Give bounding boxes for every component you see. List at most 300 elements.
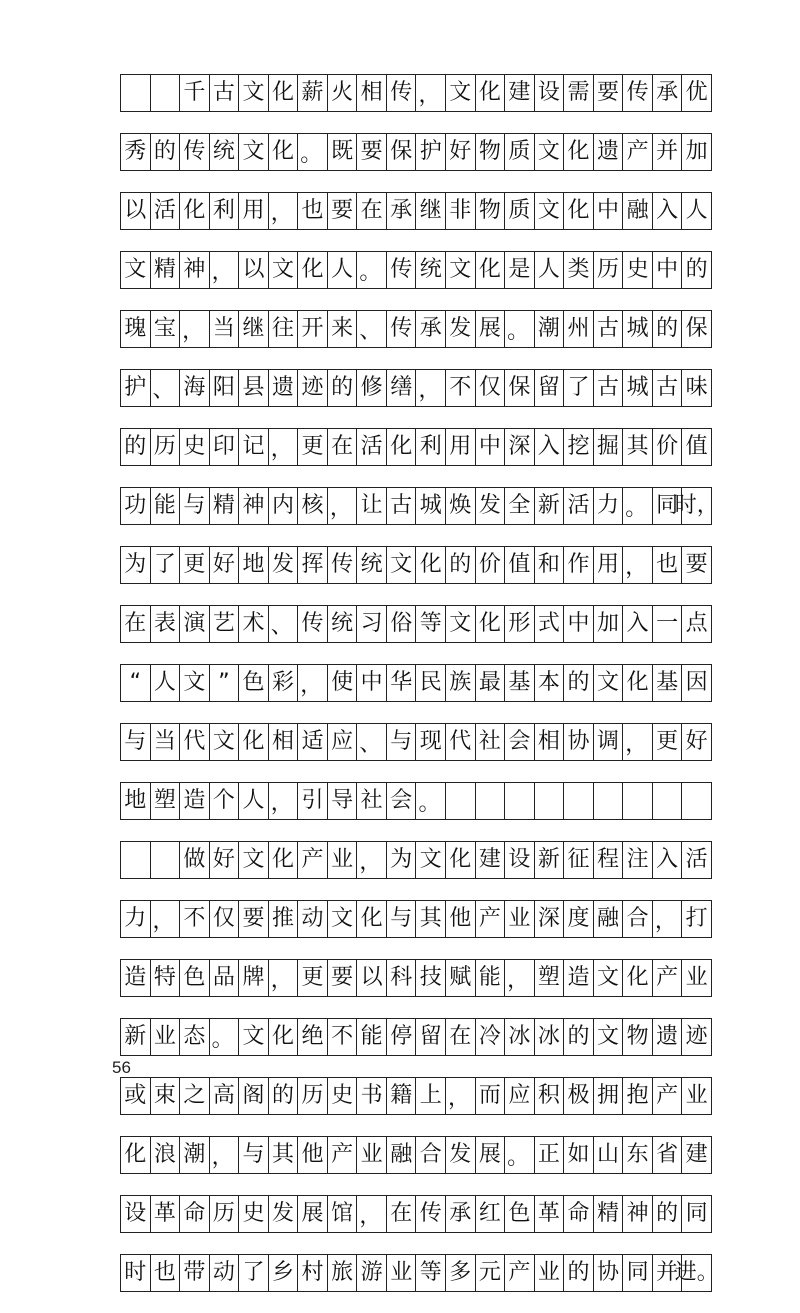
grid-cell: 传	[298, 606, 328, 642]
grid-row	[120, 310, 712, 348]
grid-cell: 。	[298, 134, 328, 170]
grid-cell: 的	[653, 1196, 683, 1232]
grid-cell: 潮	[535, 311, 565, 347]
grid-cell: 历	[594, 252, 624, 288]
grid-cell: 能	[357, 1019, 387, 1055]
grid-cell: 省	[653, 1137, 683, 1173]
grid-cell: 活	[564, 488, 594, 524]
grid-cell: 元	[476, 1255, 506, 1291]
grid-cell: 冰	[505, 1019, 535, 1055]
grid-cell: 入	[653, 193, 683, 229]
grid-cell: 化	[416, 547, 446, 583]
grid-cell: 海	[180, 370, 210, 406]
grid-row	[120, 546, 712, 584]
grid-cell: 协	[594, 1255, 624, 1291]
grid-row	[120, 664, 712, 702]
grid-cell: 演	[180, 606, 210, 642]
grid-cell: 中	[653, 252, 683, 288]
grid-cell: 态	[180, 1019, 210, 1055]
grid-cell: 了	[564, 370, 594, 406]
grid-cell: 类	[564, 252, 594, 288]
grid-cell: 设	[505, 842, 535, 878]
grid-cell: 并	[653, 134, 683, 170]
grid-cell: 的	[446, 547, 476, 583]
grid-cell: 文	[387, 547, 417, 583]
grid-cell: 地	[239, 547, 269, 583]
grid-cell: 当	[210, 311, 240, 347]
grid-cell: 活	[357, 429, 387, 465]
grid-cell: 做	[180, 842, 210, 878]
grid-cell: 业	[535, 1255, 565, 1291]
grid-cell: 人	[151, 665, 181, 701]
grid-cell: 革	[535, 1196, 565, 1232]
grid-cell: 山	[594, 1137, 624, 1173]
grid-cell: 其	[269, 1137, 299, 1173]
grid-cell: 文	[239, 134, 269, 170]
grid-cell: 了	[239, 1255, 269, 1291]
grid-cell: 修	[357, 370, 387, 406]
grid-cell: 传	[387, 75, 417, 111]
grid-cell	[682, 783, 712, 819]
grid-cell: 宝	[151, 311, 181, 347]
grid-cell: 优	[682, 75, 712, 111]
grid-cell: 书	[357, 1078, 387, 1114]
grid-cell: 好	[210, 547, 240, 583]
grid-cell: ，	[180, 311, 210, 347]
grid-cell: 融	[623, 193, 653, 229]
grid-cell: 束	[151, 1078, 181, 1114]
grid-cell: 统	[210, 134, 240, 170]
grid-cell: 物	[476, 134, 506, 170]
grid-cell: 等	[416, 1255, 446, 1291]
grid-cell: 如	[564, 1137, 594, 1173]
grid-cell: 度	[564, 901, 594, 937]
grid-cell: 时，	[682, 488, 712, 524]
grid-cell: 与	[121, 724, 151, 760]
grid-cell: 遗	[653, 1019, 683, 1055]
grid-cell: 质	[505, 193, 535, 229]
grid-row	[120, 428, 712, 466]
grid-row	[120, 133, 712, 171]
grid-cell: 价	[476, 547, 506, 583]
grid-cell: 精	[210, 488, 240, 524]
grid-cell: 相	[357, 75, 387, 111]
grid-cell: 化	[269, 1019, 299, 1055]
grid-cell: 利	[416, 429, 446, 465]
grid-cell: 习	[357, 606, 387, 642]
grid-cell: 统	[416, 252, 446, 288]
grid-cell: 造	[564, 960, 594, 996]
grid-cell: 物	[476, 193, 506, 229]
grid-cell: 需	[564, 75, 594, 111]
grid-row	[120, 1195, 712, 1233]
grid-cell: 在	[357, 193, 387, 229]
grid-cell: 会	[505, 724, 535, 760]
grid-cell: 因	[682, 665, 712, 701]
grid-cell: 正	[535, 1137, 565, 1173]
grid-cell: 拥	[594, 1078, 624, 1114]
grid-cell: 民	[416, 665, 446, 701]
grid-cell: 文	[239, 842, 269, 878]
composition-grid-paper	[120, 74, 719, 1313]
grid-cell: 护	[416, 134, 446, 170]
grid-cell: 更	[298, 960, 328, 996]
grid-cell: 化	[387, 429, 417, 465]
grid-cell: 留	[416, 1019, 446, 1055]
grid-cell: 来	[328, 311, 358, 347]
grid-cell: ，	[653, 901, 683, 937]
grid-cell: 应	[328, 724, 358, 760]
grid-cell: 化	[269, 134, 299, 170]
grid-cell: 、	[357, 311, 387, 347]
grid-cell: 俗	[387, 606, 417, 642]
grid-cell: 火	[328, 75, 358, 111]
grid-cell: 发	[476, 488, 506, 524]
grid-cell: 城	[623, 370, 653, 406]
grid-cell: 阳	[210, 370, 240, 406]
grid-cell: 承	[446, 1196, 476, 1232]
grid-cell: 要	[357, 134, 387, 170]
grid-row	[120, 369, 712, 407]
grid-cell: 留	[535, 370, 565, 406]
grid-cell: 传	[416, 1196, 446, 1232]
grid-cell: 更	[180, 547, 210, 583]
grid-cell: 极	[564, 1078, 594, 1114]
grid-cell: 、	[269, 606, 299, 642]
grid-cell	[151, 75, 181, 111]
grid-cell: 产	[298, 842, 328, 878]
grid-cell: 。	[210, 1019, 240, 1055]
grid-cell: 化	[623, 665, 653, 701]
grid-cell: 基	[653, 665, 683, 701]
grid-cell: 红	[476, 1196, 506, 1232]
grid-cell	[446, 783, 476, 819]
grid-cell: 他	[298, 1137, 328, 1173]
grid-cell: 技	[416, 960, 446, 996]
grid-cell	[594, 783, 624, 819]
grid-cell: “	[121, 665, 151, 701]
grid-cell: 不	[446, 370, 476, 406]
grid-cell: 的	[653, 311, 683, 347]
grid-cell: 同	[653, 488, 683, 524]
grid-cell: 精	[594, 1196, 624, 1232]
grid-row	[120, 487, 719, 525]
grid-cell: 发	[269, 547, 299, 583]
grid-cell: 命	[180, 1196, 210, 1232]
grid-cell: 力	[594, 488, 624, 524]
grid-cell: 造	[180, 783, 210, 819]
grid-cell: 动	[298, 901, 328, 937]
grid-cell: 文	[180, 665, 210, 701]
grid-cell: 色	[180, 960, 210, 996]
grid-cell: 仅	[210, 901, 240, 937]
grid-cell: 文	[328, 901, 358, 937]
grid-cell: 式	[535, 606, 565, 642]
grid-cell: 上	[416, 1078, 446, 1114]
grid-cell: 化	[357, 901, 387, 937]
grid-cell: 迹	[298, 370, 328, 406]
grid-cell: 文	[446, 75, 476, 111]
grid-cell: 最	[476, 665, 506, 701]
grid-cell: 好	[682, 724, 712, 760]
grid-cell: 更	[298, 429, 328, 465]
grid-cell: 设	[121, 1196, 151, 1232]
grid-cell: 化	[298, 252, 328, 288]
grid-cell	[505, 783, 535, 819]
grid-cell: 牌	[239, 960, 269, 996]
grid-cell: 仅	[476, 370, 506, 406]
grid-cell: 承	[416, 311, 446, 347]
grid-cell: 也	[298, 193, 328, 229]
grid-cell: 业	[387, 1255, 417, 1291]
grid-cell: 带	[180, 1255, 210, 1291]
grid-cell: 文	[210, 724, 240, 760]
grid-cell: 征	[564, 842, 594, 878]
grid-cell: 积	[535, 1078, 565, 1114]
grid-cell: 特	[151, 960, 181, 996]
grid-cell: 适	[298, 724, 328, 760]
grid-cell: 表	[151, 606, 181, 642]
grid-cell: 古	[387, 488, 417, 524]
grid-cell: 州	[564, 311, 594, 347]
grid-cell: 文	[535, 134, 565, 170]
grid-cell: 赋	[446, 960, 476, 996]
grid-cell: 协	[564, 724, 594, 760]
grid-cell: 中	[594, 193, 624, 229]
grid-cell: 保	[387, 134, 417, 170]
grid-cell: 要	[239, 901, 269, 937]
grid-cell: 同	[682, 1196, 712, 1232]
grid-cell: 让	[357, 488, 387, 524]
grid-cell: 绝	[298, 1019, 328, 1055]
grid-cell: 设	[535, 75, 565, 111]
grid-cell: 时	[121, 1255, 151, 1291]
grid-cell: ，	[151, 901, 181, 937]
grid-cell: 承	[387, 193, 417, 229]
grid-cell: 史	[239, 1196, 269, 1232]
grid-cell: 。	[623, 488, 653, 524]
grid-cell: 多	[446, 1255, 476, 1291]
grid-cell: 作	[564, 547, 594, 583]
grid-cell: 艺	[210, 606, 240, 642]
grid-cell: 要	[594, 75, 624, 111]
grid-cell: 的	[682, 252, 712, 288]
grid-cell: 地	[121, 783, 151, 819]
grid-cell: 产	[653, 960, 683, 996]
grid-cell: ，	[416, 370, 446, 406]
grid-cell: 当	[151, 724, 181, 760]
grid-cell: 馆	[328, 1196, 358, 1232]
grid-row	[120, 1254, 719, 1292]
grid-cell: 冰	[535, 1019, 565, 1055]
grid-cell: 建	[682, 1137, 712, 1173]
grid-cell: 东	[623, 1137, 653, 1173]
grid-cell: 进。	[682, 1255, 712, 1291]
grid-cell: 化	[239, 724, 269, 760]
grid-cell: 值	[505, 547, 535, 583]
grid-cell: 遗	[594, 134, 624, 170]
grid-cell: 好	[446, 134, 476, 170]
grid-cell: 在	[328, 429, 358, 465]
grid-cell: 印	[210, 429, 240, 465]
grid-cell: 继	[416, 193, 446, 229]
grid-row	[120, 900, 712, 938]
grid-cell: 产	[653, 1078, 683, 1114]
grid-cell: 往	[269, 311, 299, 347]
grid-cell: 历	[298, 1078, 328, 1114]
grid-cell: ，	[328, 488, 358, 524]
grid-cell: ，	[357, 842, 387, 878]
grid-cell: 社	[476, 724, 506, 760]
grid-row	[120, 1018, 712, 1056]
grid-cell: 文	[239, 1019, 269, 1055]
grid-cell: ，	[269, 960, 299, 996]
grid-cell: 人	[682, 193, 712, 229]
grid-row	[120, 959, 712, 997]
grid-cell: 新	[121, 1019, 151, 1055]
grid-cell: 古	[594, 311, 624, 347]
grid-cell: 村	[298, 1255, 328, 1291]
grid-cell: 在	[387, 1196, 417, 1232]
grid-cell: ，	[505, 960, 535, 996]
grid-cell: 县	[239, 370, 269, 406]
grid-cell: 全	[505, 488, 535, 524]
grid-cell: 用	[239, 193, 269, 229]
grid-cell: 文	[121, 252, 151, 288]
grid-cell: 传	[387, 252, 417, 288]
grid-cell: 以	[121, 193, 151, 229]
grid-cell: 加	[682, 134, 712, 170]
grid-cell: 古	[594, 370, 624, 406]
grid-cell: 华	[387, 665, 417, 701]
grid-cell: 革	[151, 1196, 181, 1232]
grid-cell: 与	[239, 1137, 269, 1173]
grid-cell: 人	[535, 252, 565, 288]
grid-cell: 薪	[298, 75, 328, 111]
grid-cell: 抱	[623, 1078, 653, 1114]
grid-cell: 文	[594, 665, 624, 701]
grid-cell: 化	[269, 842, 299, 878]
grid-cell: 业	[505, 901, 535, 937]
grid-cell: 社	[357, 783, 387, 819]
grid-cell: 入	[623, 606, 653, 642]
grid-cell: 保	[682, 311, 712, 347]
grid-cell: 同	[623, 1255, 653, 1291]
grid-cell: 他	[446, 901, 476, 937]
grid-cell: 动	[210, 1255, 240, 1291]
grid-cell: 注	[623, 842, 653, 878]
grid-cell: 核	[298, 488, 328, 524]
grid-cell: 本	[535, 665, 565, 701]
grid-cell: 冷	[476, 1019, 506, 1055]
grid-cell: 城	[416, 488, 446, 524]
grid-cell: 质	[505, 134, 535, 170]
grid-cell: 之	[180, 1078, 210, 1114]
grid-cell: 科	[387, 960, 417, 996]
grid-cell: 色	[239, 665, 269, 701]
grid-cell: 打	[682, 901, 712, 937]
grid-cell: 化	[180, 193, 210, 229]
grid-cell: 神	[180, 252, 210, 288]
grid-cell: 化	[476, 606, 506, 642]
grid-cell: 文	[239, 75, 269, 111]
grid-cell: 、	[357, 724, 387, 760]
grid-cell: 品	[210, 960, 240, 996]
grid-cell: 等	[416, 606, 446, 642]
grid-cell: 其	[623, 429, 653, 465]
grid-cell: 新	[535, 842, 565, 878]
grid-cell: 与	[387, 724, 417, 760]
grid-cell: ，	[416, 75, 446, 111]
grid-cell: 迹	[682, 1019, 712, 1055]
page-number: 56	[112, 1058, 131, 1077]
grid-cell	[121, 75, 151, 111]
grid-cell: 文	[446, 606, 476, 642]
grid-cell: 应	[505, 1078, 535, 1114]
grid-cell: 也	[151, 1255, 181, 1291]
grid-cell: 产	[476, 901, 506, 937]
grid-cell: 相	[269, 724, 299, 760]
grid-cell: 、	[151, 370, 181, 406]
grid-cell: 发	[446, 1137, 476, 1173]
grid-cell: 能	[151, 488, 181, 524]
grid-cell: 术	[239, 606, 269, 642]
grid-cell: 融	[387, 1137, 417, 1173]
grid-cell	[653, 783, 683, 819]
grid-cell: 在	[446, 1019, 476, 1055]
grid-cell: 加	[594, 606, 624, 642]
grid-cell: 浪	[151, 1137, 181, 1173]
grid-cell: 焕	[446, 488, 476, 524]
grid-cell: 神	[623, 1196, 653, 1232]
grid-cell: 开	[298, 311, 328, 347]
grid-cell: 化	[476, 75, 506, 111]
grid-row	[120, 723, 712, 761]
grid-cell: 中	[564, 606, 594, 642]
grid-cell: 更	[653, 724, 683, 760]
grid-cell: 塑	[151, 783, 181, 819]
grid-cell: 深	[535, 901, 565, 937]
grid-cell: 潮	[180, 1137, 210, 1173]
grid-cell: 人	[328, 252, 358, 288]
grid-cell: 相	[535, 724, 565, 760]
grid-cell: 的	[564, 665, 594, 701]
grid-cell: 为	[387, 842, 417, 878]
grid-cell: 中	[357, 665, 387, 701]
grid-cell: 和	[535, 547, 565, 583]
grid-cell: 瑰	[121, 311, 151, 347]
grid-cell: 化	[269, 75, 299, 111]
grid-cell: 化	[564, 193, 594, 229]
grid-cell: 。	[416, 783, 446, 819]
grid-cell: 发	[446, 311, 476, 347]
grid-cell: 记	[239, 429, 269, 465]
grid-cell	[151, 842, 181, 878]
grid-cell: 人	[239, 783, 269, 819]
grid-cell: 价	[653, 429, 683, 465]
grid-cell: 的	[121, 429, 151, 465]
grid-cell: 新	[535, 488, 565, 524]
grid-cell: 文	[535, 193, 565, 229]
grid-cell: 与	[387, 901, 417, 937]
grid-cell: 与	[180, 488, 210, 524]
grid-cell: 非	[446, 193, 476, 229]
grid-cell: 传	[180, 134, 210, 170]
grid-cell: 入	[535, 429, 565, 465]
grid-row	[120, 251, 712, 289]
grid-row	[120, 1136, 712, 1174]
grid-cell: 的	[269, 1078, 299, 1114]
